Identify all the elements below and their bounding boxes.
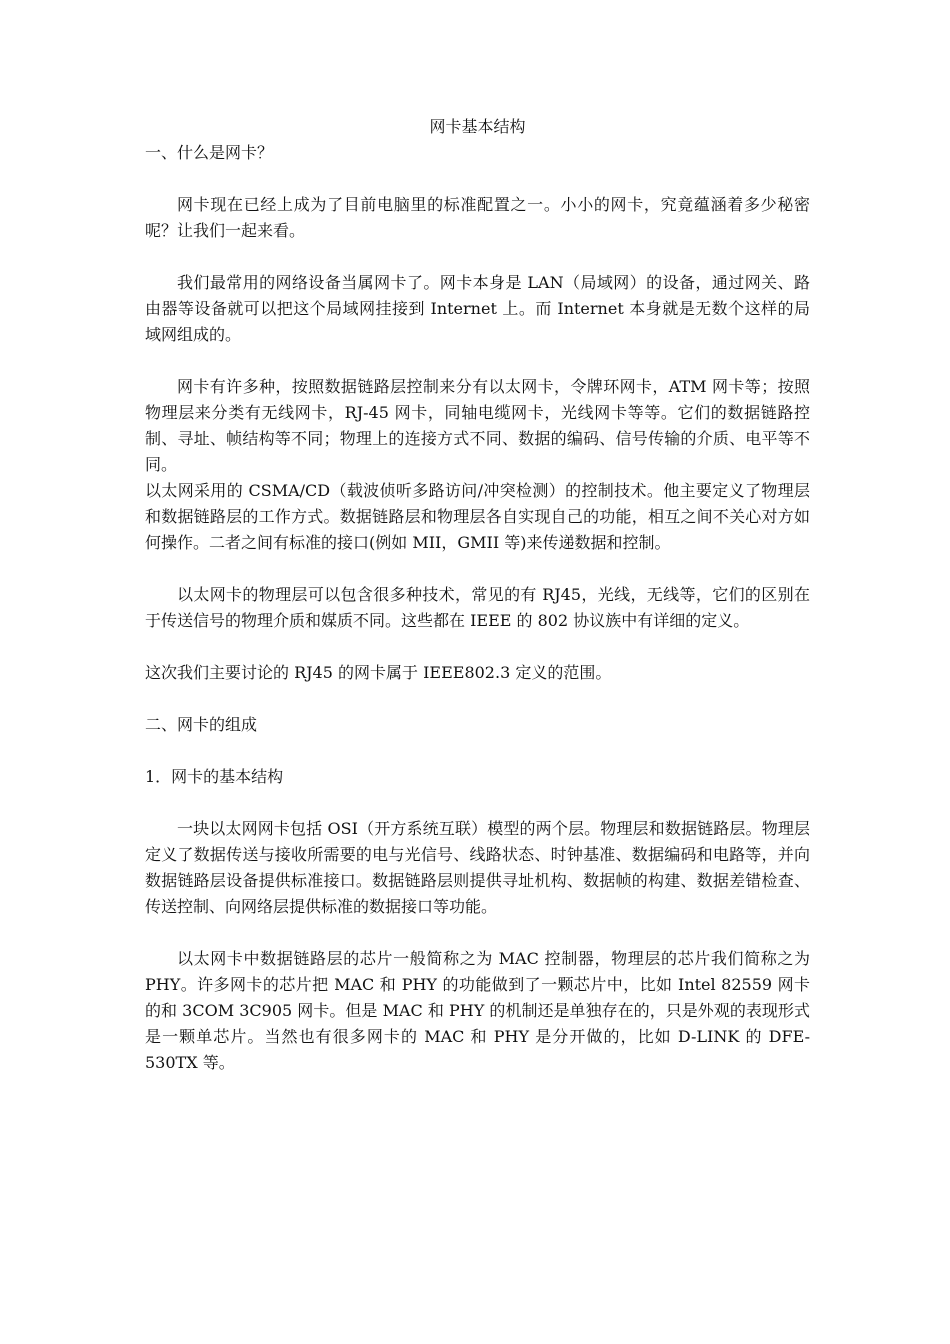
- spacer: [145, 920, 810, 946]
- spacer: [145, 166, 810, 192]
- paragraph: 我们最常用的网络设备当属网卡了。网卡本身是 LAN（局域网）的设备，通过网关、路由器等设备就可以把这个局域网挂接到 Internet 上。而 Internet 本身就是无数个这样的局域网组成的。: [145, 273, 810, 344]
- subsection-heading: 1．网卡的基本结构: [145, 767, 284, 786]
- spacer: [145, 244, 810, 270]
- paragraph: 网卡有许多种，按照数据链路层控制来分有以太网卡，令牌环网卡，ATM 网卡等；按照物理层来分类有无线网卡，RJ-45 网卡，同轴电缆网卡，光线网卡等等。它们的数据链路控制、寻址、帧结构等不同；物理上的连接方式不同、数据的编码、信号传输的介质、电平等不同。: [145, 377, 810, 474]
- spacer: [145, 348, 810, 374]
- spacer: [145, 686, 810, 712]
- paragraph: 这次我们主要讨论的 RJ45 的网卡属于 IEEE802.3 定义的范围。: [145, 663, 612, 682]
- paragraph: 以太网采用的 CSMA/CD（载波侦听多路访问/冲突检测）的控制技术。他主要定义了物理层和数据链路层的工作方式。数据链路层和物理层各自实现自己的功能，相互之间不关心对方如何操作。二者之间有标准的接口(例如 MII，GMII 等)来传递数据和控制。: [145, 481, 810, 552]
- section-heading: 一、什么是网卡？: [145, 143, 274, 162]
- spacer: [145, 738, 810, 764]
- paragraph: 一块以太网网卡包括 OSI（开方系统互联）模型的两个层。物理层和数据链路层。物理层定义了数据传送与接收所需要的电与光信号、线路状态、时钟基准、数据编码和电路等，并向数据链路层设备提供标准接口。数据链路层则提供寻址机构、数据帧的构建、数据差错检查、传送控制、向网络层提供标准的数据接口等功能。: [145, 819, 810, 916]
- document-body: [145, 114, 810, 1076]
- spacer: [145, 634, 810, 660]
- paragraph: 网卡现在已经上成为了目前电脑里的标准配置之一。小小的网卡，究竟蕴涵着多少秘密呢？让我们一起来看。: [145, 195, 810, 240]
- section-heading: 二、网卡的组成: [145, 715, 258, 734]
- spacer: [145, 790, 810, 816]
- paragraph: 以太网卡的物理层可以包含很多种技术，常见的有 RJ45，光线，无线等，它们的区别在于传送信号的物理介质和媒质不同。这些都在 IEEE 的 802 协议族中有详细的定义。: [145, 585, 810, 630]
- paragraph: 以太网卡中数据链路层的芯片一般简称之为 MAC 控制器，物理层的芯片我们简称之为 PHY。许多网卡的芯片把 MAC 和 PHY 的功能做到了一颗芯片中，比如 Intel 82559 网卡的和 3COM 3C905 网卡。但是 MAC 和 PHY 的机制还是单独存在的，只是外观的表现形式是一颗单芯片。当然也有很多网卡的 MAC 和 PHY 是分开做的，比如 D-LINK 的 DFE-530TX 等。: [145, 949, 810, 1072]
- spacer: [145, 556, 810, 582]
- document-title: 网卡基本结构: [429, 117, 526, 136]
